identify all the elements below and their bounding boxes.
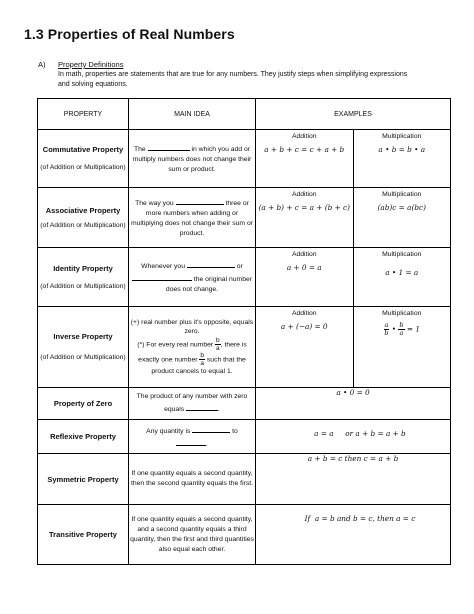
examples-cell — [256, 454, 451, 505]
idea-text: If one quantity equals a second quantity, and a second quantity equals a third quantity, then the first and third quantities also equal each other. — [130, 515, 254, 553]
idea-text: (*) For every real number — [137, 341, 214, 349]
main-idea-cell — [129, 388, 256, 420]
section-title: Property Definitions — [58, 60, 124, 69]
property-name: Transitive Property — [49, 530, 117, 539]
idea-text: The — [133, 146, 146, 153]
example-expression: If a = b and b = c, then a = c — [304, 514, 416, 523]
property-name: Inverse Property — [53, 332, 113, 341]
fraction-denominator: b — [384, 329, 389, 337]
fraction-numerator: a — [384, 321, 389, 329]
examples-cell — [256, 188, 451, 248]
table-row — [38, 188, 451, 248]
header-main-idea: MAIN IDEA — [129, 99, 256, 130]
table-row — [38, 505, 451, 565]
idea-text: three or more numbers when adding or multiplying does not change their sum or product. — [130, 200, 254, 237]
equals-one: = 1 — [406, 324, 420, 334]
property-cell — [38, 248, 129, 307]
fraction-denominator: a — [399, 329, 404, 337]
main-idea-cell — [129, 248, 256, 307]
addition-label: Addition — [291, 191, 317, 198]
multiplication-label: Multiplication — [382, 310, 422, 317]
multiplication-label: Multiplication — [382, 191, 422, 198]
example-expression: (ab)c = a(bc) — [377, 203, 426, 212]
example-expression: a • b = b • a — [378, 145, 426, 154]
idea-text: the original number does not change. — [165, 276, 253, 293]
example-expression: (a + b) + c = a + (b + c) — [258, 203, 350, 212]
idea-text: The way you — [135, 200, 174, 207]
table-row — [38, 388, 451, 420]
fraction — [199, 352, 205, 367]
main-idea-cell — [129, 454, 256, 505]
fraction — [398, 322, 404, 337]
example-expression: a + 0 = a — [286, 263, 322, 272]
property-name: Reflexive Property — [50, 432, 116, 441]
fraction-numerator: b — [200, 351, 205, 359]
section-letter: A) — [38, 60, 46, 69]
answer-blank[interactable] — [187, 259, 235, 268]
multiplication-example — [353, 188, 451, 247]
idea-text: The product of any number with zero equals — [136, 393, 248, 413]
example-expression: a + (−a) = 0 — [280, 322, 328, 331]
property-modifier: (of Addition or Multiplication) — [40, 354, 126, 361]
idea-text: If one quantity equals a second quantity, then the second quantity equals the first. — [130, 470, 254, 487]
example-expression: a • 0 = 0 — [336, 388, 370, 397]
fraction-denominator: a — [200, 359, 205, 367]
property-cell — [38, 454, 129, 505]
property-cell — [38, 188, 129, 248]
table-row — [38, 307, 451, 388]
addition-label: Addition — [291, 251, 317, 258]
answer-blank[interactable] — [192, 424, 230, 433]
table-row — [38, 420, 451, 454]
example-expression: a • 1 = a — [385, 268, 419, 277]
multiply-dot: • — [391, 324, 397, 334]
idea-text: . — [218, 406, 220, 413]
addition-example — [256, 130, 353, 187]
multiplication-example — [353, 248, 451, 306]
section-intro: In math, properties are statements that are true for any numbers. They justify steps when simplifying expressions and solving equations. — [58, 71, 408, 88]
table-row — [38, 130, 451, 188]
idea-text: or — [236, 263, 243, 270]
idea-text: , there is exactly one number — [138, 341, 247, 364]
table-row — [38, 248, 451, 307]
answer-blank[interactable] — [186, 402, 218, 411]
idea-text: Any quantity is — [146, 427, 191, 435]
property-name: Symmetric Property — [47, 474, 119, 484]
fraction — [384, 322, 390, 337]
addition-label: Addition — [291, 310, 317, 317]
fraction-numerator: b — [216, 336, 220, 344]
property-cell — [38, 130, 129, 188]
idea-text: such that the product cancels to equal 1. — [151, 356, 246, 375]
property-cell — [38, 388, 129, 420]
answer-blank[interactable] — [132, 272, 192, 281]
main-idea-cell — [129, 130, 256, 188]
examples-cell — [256, 505, 451, 565]
property-modifier: (of Addition or Multiplication) — [40, 282, 126, 290]
examples-cell — [256, 130, 451, 188]
property-cell — [38, 307, 129, 388]
main-idea-cell — [129, 505, 256, 565]
examples-cell — [256, 388, 451, 420]
property-name: Property of Zero — [53, 399, 113, 408]
example-expression: a + b = c then c = a + b — [307, 454, 399, 463]
property-cell — [38, 420, 129, 454]
idea-text: in which you add or multiply numbers does not change their sum or product. — [132, 146, 252, 173]
property-name: Identity Property — [53, 263, 113, 273]
properties-table — [37, 98, 451, 565]
page-title: 1.3 Properties of Real Numbers — [24, 26, 235, 42]
examples-cell — [256, 248, 451, 307]
table-row — [38, 454, 451, 505]
idea-text: Whenever you — [141, 263, 185, 270]
inverse-addition-idea: (+) real number plus it's opposite, equals zero. — [130, 318, 254, 336]
answer-blank[interactable] — [176, 196, 224, 205]
main-idea-cell — [129, 188, 256, 248]
header-property: PROPERTY — [38, 99, 129, 130]
fraction-numerator: b — [399, 321, 404, 329]
multiplication-example — [353, 307, 451, 387]
multiplication-example — [353, 130, 451, 187]
answer-blank[interactable] — [148, 142, 190, 151]
table-header-row — [38, 99, 451, 130]
addition-example — [256, 188, 353, 247]
idea-text: to — [232, 427, 238, 435]
property-modifier: (of Addition or Multiplication) — [40, 221, 126, 229]
property-name: Associative Property — [45, 205, 121, 215]
addition-label: Addition — [291, 133, 317, 140]
multiplication-label: Multiplication — [382, 133, 422, 140]
property-cell — [38, 505, 129, 565]
header-examples: EXAMPLES — [256, 99, 451, 130]
property-name: Commutative Property — [42, 145, 124, 154]
examples-cell — [256, 307, 451, 388]
answer-blank[interactable] — [176, 437, 206, 446]
example-expression: a = a or a + b = a + b — [314, 429, 406, 438]
main-idea-cell — [129, 420, 256, 454]
multiplication-label: Multiplication — [382, 251, 422, 258]
section-heading — [38, 60, 123, 69]
addition-example — [256, 248, 353, 306]
main-idea-cell — [129, 307, 256, 388]
example-expression: a + b + c = c + a + b — [264, 145, 345, 154]
examples-cell — [256, 420, 451, 454]
property-modifier: (of Addition or Multiplication) — [40, 164, 126, 171]
example-expression — [354, 322, 451, 337]
fraction-denominator: a — [216, 344, 220, 352]
idea-text: . — [206, 440, 208, 448]
addition-example — [256, 307, 353, 387]
